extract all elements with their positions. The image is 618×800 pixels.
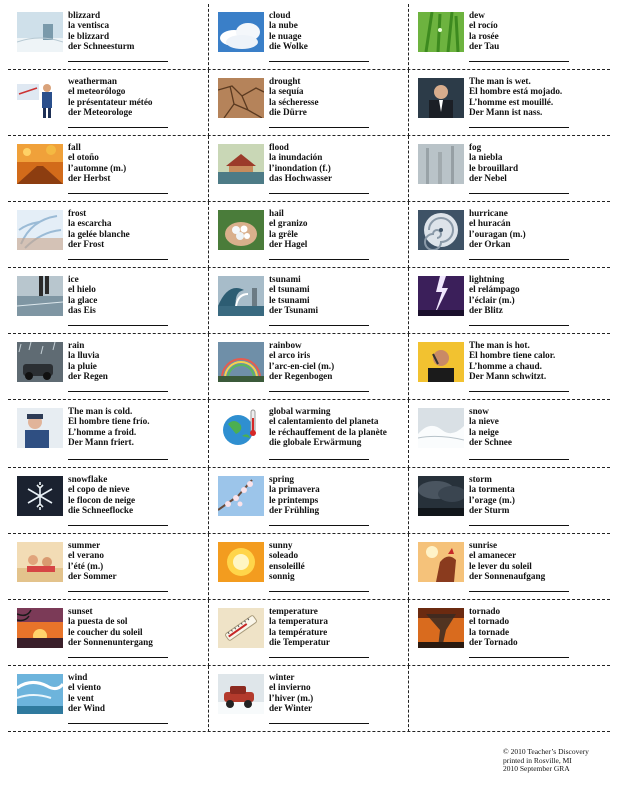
spanish-term: la sequía [269, 86, 304, 97]
vocabulary-card [408, 400, 610, 468]
rain-photo [17, 342, 63, 382]
german-term: der Tau [469, 41, 500, 52]
write-in-blank-line [469, 259, 569, 260]
english-term: winter [269, 672, 295, 682]
term-list [68, 340, 108, 382]
spanish-term: el calentamiento del planeta [269, 416, 379, 427]
write-in-blank-line [469, 127, 569, 128]
card-row [8, 400, 610, 468]
vocabulary-card [408, 70, 610, 136]
spanish-term: el copo de nieve [68, 484, 130, 495]
write-in-blank-line [68, 657, 168, 658]
french-term: la gelée blanche [68, 228, 130, 239]
english-term: snowflake [68, 474, 108, 484]
spanish-term: la niebla [469, 152, 503, 163]
english-term: rain [68, 340, 85, 350]
fall-photo [17, 144, 63, 184]
copyright-notice [503, 748, 589, 774]
vocabulary-card [8, 600, 208, 666]
card-row [8, 70, 610, 136]
term-list [68, 406, 150, 448]
german-term: der Hagel [269, 239, 308, 250]
spanish-term: la ventisca [68, 20, 110, 31]
printed-location-line: printed in Rosville, MI [503, 755, 572, 765]
english-term: flood [269, 142, 289, 152]
german-term: der Tornado [469, 637, 518, 648]
vocabulary-card [208, 666, 408, 732]
french-term: le flocon de neige [68, 494, 136, 505]
vocabulary-card [8, 70, 208, 136]
french-term: l’hiver (m.) [269, 692, 314, 703]
spanish-term: el otoño [68, 152, 99, 163]
card-row [8, 202, 610, 268]
english-term: cloud [269, 10, 291, 20]
german-term: Der Mann friert. [68, 437, 134, 448]
spanish-term: la temperatura [269, 616, 328, 627]
write-in-blank-line [469, 325, 569, 326]
vocabulary-card [208, 70, 408, 136]
german-term: der Schneesturm [68, 41, 135, 52]
term-list [269, 208, 308, 250]
spanish-term: el rocío [469, 20, 498, 31]
english-term: The man is cold. [68, 406, 133, 416]
english-term: fall [68, 142, 81, 152]
english-term: snow [469, 406, 489, 416]
english-term: wind [68, 672, 88, 682]
write-in-blank-line [68, 391, 168, 392]
spanish-term: la inundación [269, 152, 323, 163]
hail-photo [218, 210, 264, 250]
english-term: fog [469, 142, 482, 152]
term-list [68, 672, 105, 714]
french-term: la glace [68, 294, 98, 305]
cold-man-photo [17, 408, 63, 448]
tornado-photo [418, 608, 464, 648]
spanish-term: la tormenta [469, 484, 515, 495]
vocabulary-card [8, 136, 208, 202]
german-term: der Wind [68, 703, 106, 714]
french-term: la température [269, 626, 328, 637]
term-list [269, 474, 320, 516]
write-in-blank-line [68, 127, 168, 128]
write-in-blank-line [269, 61, 369, 62]
french-term: le présentateur météo [68, 96, 153, 107]
french-term: le brouillard [469, 162, 519, 173]
term-list [269, 76, 319, 118]
print-date-line: 2010 September GRA [503, 764, 570, 774]
spanish-term: el amanecer [469, 550, 517, 561]
spanish-term: la primavera [269, 484, 320, 495]
english-term: lightning [469, 274, 505, 284]
french-term: l’arc-en-ciel (m.) [269, 360, 335, 371]
spanish-term: el huracán [469, 218, 511, 229]
english-term: sunrise [469, 540, 498, 550]
summer-photo [17, 542, 63, 582]
write-in-blank-line [469, 193, 569, 194]
vocabulary-card [208, 202, 408, 268]
spanish-term: el viento [68, 682, 101, 693]
german-term: der Blitz [469, 305, 503, 316]
french-term: la sécheresse [269, 96, 319, 107]
card-row [8, 600, 610, 666]
german-term: der Frost [68, 239, 105, 250]
term-list [269, 606, 330, 648]
snow-photo [418, 408, 464, 448]
global-warming-illustration [218, 408, 264, 448]
spanish-term: el tornado [469, 616, 510, 627]
spanish-term: el relámpago [469, 284, 520, 295]
german-term: der Sturm [469, 505, 510, 516]
french-term: l’inondation (f.) [269, 162, 331, 173]
card-row [8, 334, 610, 400]
spanish-term: el verano [68, 550, 104, 561]
term-list [269, 540, 305, 582]
vocabulary-card [8, 400, 208, 468]
write-in-blank-line [269, 657, 369, 658]
temperature-photo [218, 608, 264, 648]
vocabulary-card [408, 334, 610, 400]
french-term: l’automne (m.) [68, 162, 127, 173]
term-list [469, 76, 562, 118]
french-term: le lever du soleil [469, 560, 532, 571]
german-term: der Sonnenuntergang [68, 637, 153, 648]
wet-man-photo [418, 78, 464, 118]
english-term: The man is hot. [469, 340, 530, 350]
vocabulary-card [8, 268, 208, 334]
term-list [68, 208, 130, 250]
german-term: der Herbst [68, 173, 111, 184]
vocabulary-card [8, 202, 208, 268]
write-in-blank-line [469, 391, 569, 392]
snowflake-photo [17, 476, 63, 516]
french-term: le réchauffement de la planète [269, 426, 387, 437]
term-list [269, 274, 318, 316]
card-row [8, 666, 610, 732]
term-list [469, 10, 499, 52]
french-term: L’homme a chaud. [469, 360, 542, 371]
term-list [269, 340, 334, 382]
drought-photo [218, 78, 264, 118]
german-term: Der Mann schwitzt. [469, 371, 547, 382]
write-in-blank-line [269, 459, 369, 460]
spanish-term: la lluvia [68, 350, 100, 361]
vocabulary-card [208, 334, 408, 400]
write-in-blank-line [469, 657, 569, 658]
term-list [469, 606, 518, 648]
term-list [269, 672, 313, 714]
english-term: drought [269, 76, 301, 86]
blizzard-photo [17, 12, 63, 52]
lightning-photo [418, 276, 464, 316]
english-term: storm [469, 474, 492, 484]
english-term: blizzard [68, 10, 101, 20]
term-list [469, 406, 512, 448]
vocabulary-card [208, 468, 408, 534]
term-list [68, 76, 153, 118]
vocabulary-card [8, 666, 208, 732]
term-list [68, 10, 134, 52]
spanish-term: El hombre está mojado. [469, 86, 563, 97]
german-term: der Meteorologe [68, 107, 133, 118]
flood-photo [218, 144, 264, 184]
vocabulary-card [8, 4, 208, 70]
german-term: der Frühling [269, 505, 320, 516]
english-term: global warming [269, 406, 331, 416]
german-term: der Orkan [469, 239, 511, 250]
sunrise-photo [418, 542, 464, 582]
write-in-blank-line [269, 127, 369, 128]
german-term: der Nebel [469, 173, 507, 184]
card-row [8, 4, 610, 70]
write-in-blank-line [68, 259, 168, 260]
copyright-line: © 2010 Teacher’s Discovery [503, 747, 589, 756]
write-in-blank-line [269, 525, 369, 526]
english-term: weatherman [68, 76, 117, 86]
term-list [269, 142, 332, 184]
hot-man-photo [418, 342, 464, 382]
frost-photo [17, 210, 63, 250]
german-term: die Wolke [269, 41, 308, 52]
spanish-term: soleado [269, 550, 299, 561]
german-term: die Dürre [269, 107, 307, 118]
german-term: der Sommer [68, 571, 117, 582]
english-term: sunset [68, 606, 93, 616]
french-term: l’ouragan (m.) [469, 228, 526, 239]
english-term: hail [269, 208, 284, 218]
french-term: L’homme est mouillé. [469, 96, 554, 107]
term-list [469, 474, 515, 516]
write-in-blank-line [68, 525, 168, 526]
vocabulary-card [408, 202, 610, 268]
write-in-blank-line [68, 591, 168, 592]
english-term: ice [68, 274, 79, 284]
vocabulary-card [208, 534, 408, 600]
french-term: le blizzard [68, 30, 110, 41]
ice-photo [17, 276, 63, 316]
wind-photo [17, 674, 63, 714]
write-in-blank-line [269, 259, 369, 260]
german-term: das Hochwasser [269, 173, 333, 184]
english-term: hurricane [469, 208, 508, 218]
french-term: la rosée [469, 30, 499, 41]
write-in-blank-line [68, 459, 168, 460]
french-term: l’éclair (m.) [469, 294, 515, 305]
sunny-photo [218, 542, 264, 582]
english-term: spring [269, 474, 295, 484]
winter-photo [218, 674, 264, 714]
term-list [469, 142, 518, 184]
write-in-blank-line [269, 391, 369, 392]
write-in-blank-line [269, 723, 369, 724]
french-term: le printemps [269, 494, 319, 505]
spanish-term: el granizo [269, 218, 308, 229]
sunset-photo [17, 608, 63, 648]
vocabulary-card [8, 468, 208, 534]
spanish-term: el meteorólogo [68, 86, 126, 97]
german-term: der Tsunami [269, 305, 319, 316]
vocabulary-card [408, 4, 610, 70]
vocabulary-card [408, 268, 610, 334]
french-term: le nuage [269, 30, 302, 41]
spanish-term: la nube [269, 20, 298, 31]
card-row [8, 268, 610, 334]
term-list [68, 540, 117, 582]
weatherman-photo [17, 78, 63, 118]
vocabulary-card [408, 534, 610, 600]
english-term: temperature [269, 606, 318, 616]
write-in-blank-line [469, 61, 569, 62]
term-list [68, 474, 135, 516]
vocabulary-card [408, 600, 610, 666]
french-term: le tsunami [269, 294, 310, 305]
tsunami-photo [218, 276, 264, 316]
card-row [8, 136, 610, 202]
french-term: L’homme a froid. [68, 426, 137, 437]
term-list [469, 274, 520, 316]
empty-card-slot [408, 666, 610, 732]
vocabulary-card [8, 534, 208, 600]
write-in-blank-line [68, 193, 168, 194]
german-term: Der Mann ist nass. [469, 107, 543, 118]
vocabulary-card [408, 468, 610, 534]
spanish-term: el hielo [68, 284, 96, 295]
spanish-term: el tsunami [269, 284, 310, 295]
storm-photo [418, 476, 464, 516]
french-term: le coucher du soleil [68, 626, 143, 637]
vocabulary-card [208, 600, 408, 666]
fog-photo [418, 144, 464, 184]
english-term: summer [68, 540, 101, 550]
spanish-term: El hombre tiene frío. [68, 416, 150, 427]
english-term: tsunami [269, 274, 301, 284]
write-in-blank-line [469, 591, 569, 592]
term-list [469, 208, 526, 250]
german-term: der Regenbogen [269, 371, 333, 382]
write-in-blank-line [269, 193, 369, 194]
spanish-term: el invierno [269, 682, 311, 693]
spring-photo [218, 476, 264, 516]
vocabulary-card [208, 4, 408, 70]
cloud-photo [218, 12, 264, 52]
french-term: l’orage (m.) [469, 494, 515, 505]
rainbow-photo [218, 342, 264, 382]
spanish-term: la escarcha [68, 218, 112, 229]
german-term: der Regen [68, 371, 108, 382]
english-term: The man is wet. [469, 76, 531, 86]
write-in-blank-line [68, 723, 168, 724]
term-list [68, 274, 97, 316]
vocabulary-card [208, 136, 408, 202]
german-term: das Eis [68, 305, 96, 316]
term-list [469, 540, 545, 582]
german-term: die Temperatur [269, 637, 330, 648]
spanish-term: El hombre tiene calor. [469, 350, 556, 361]
term-list [68, 606, 153, 648]
german-term: der Winter [269, 703, 313, 714]
french-term: la grêle [269, 228, 298, 239]
spanish-term: la puesta de sol [68, 616, 128, 627]
spanish-term: la nieve [469, 416, 499, 427]
term-list [469, 340, 555, 382]
vocabulary-card [8, 334, 208, 400]
english-term: frost [68, 208, 87, 218]
term-list [68, 142, 126, 184]
french-term: la pluie [68, 360, 97, 371]
vocabulary-card [208, 268, 408, 334]
english-term: rainbow [269, 340, 302, 350]
vocabulary-card-grid [8, 4, 610, 732]
german-term: die Schneeflocke [68, 505, 134, 516]
german-term: der Schnee [469, 437, 512, 448]
spanish-term: el arco iris [269, 350, 311, 361]
german-term: der Sonnenaufgang [469, 571, 546, 582]
dew-photo [418, 12, 464, 52]
write-in-blank-line [469, 459, 569, 460]
german-term: die globale Erwärmung [269, 437, 362, 448]
french-term: la tornade [469, 626, 510, 637]
french-term: la neige [469, 426, 499, 437]
english-term: tornado [469, 606, 501, 616]
vocabulary-card [408, 136, 610, 202]
english-term: sunny [269, 540, 293, 550]
write-in-blank-line [269, 325, 369, 326]
term-list [269, 10, 308, 52]
term-list [269, 406, 387, 448]
write-in-blank-line [68, 61, 168, 62]
card-row [8, 468, 610, 534]
french-term: ensoleillé [269, 560, 305, 571]
hurricane-photo [418, 210, 464, 250]
write-in-blank-line [469, 525, 569, 526]
vocabulary-card [208, 400, 408, 468]
write-in-blank-line [269, 591, 369, 592]
french-term: le vent [68, 692, 94, 703]
card-row [8, 534, 610, 600]
french-term: l’été (m.) [68, 560, 104, 571]
german-term: sonnig [269, 571, 295, 582]
write-in-blank-line [68, 325, 168, 326]
english-term: dew [469, 10, 485, 20]
